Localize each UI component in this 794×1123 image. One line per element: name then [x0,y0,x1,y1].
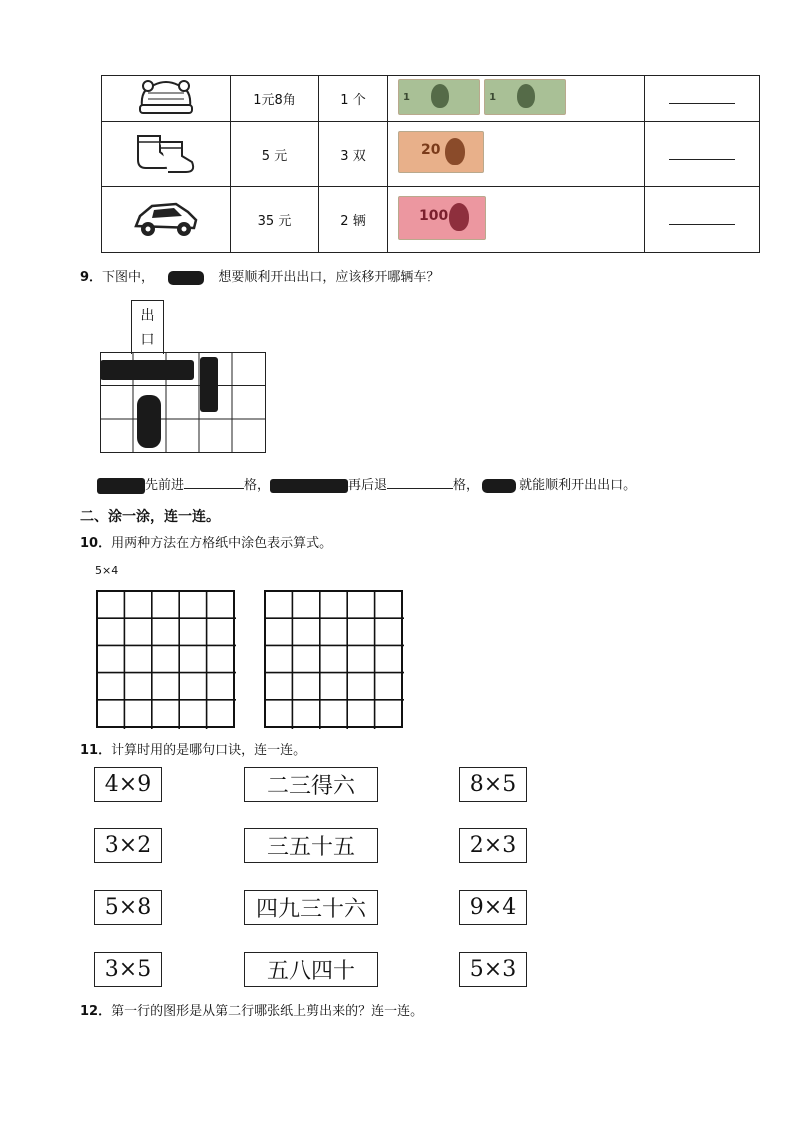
expression-box[interactable]: 8×5 [459,767,527,802]
rhyme-box[interactable]: 三五十五 [244,828,378,863]
answer-blank[interactable] [184,474,244,489]
exit-box [131,300,164,354]
expression-box[interactable]: 4×9 [94,767,162,802]
expression-box[interactable]: 2×3 [459,828,527,863]
question-11 [80,739,306,758]
expression-box[interactable]: 3×5 [94,952,162,987]
question-text: 想要顺利开出出口，应该移开哪辆车？ [218,270,440,285]
question-number: 12． [80,1004,112,1019]
vertical-truck-icon [200,357,218,412]
question-number: 9． [80,270,103,285]
expression: 5×4 [95,564,119,577]
answer-text: 格， [244,478,271,493]
answer-cell[interactable] [645,187,760,253]
qty-cell: 3 双 [319,122,388,187]
question-9 [80,266,439,285]
question-text: 用两种方法在方格纸中涂色表示算式。 [111,536,333,551]
coloring-grid-1[interactable] [96,590,236,729]
answer-blank[interactable] [387,474,453,489]
item-cell [102,122,231,187]
item-cell [102,187,231,253]
qty-cell: 2 辆 [319,187,388,253]
long-bus-icon [270,479,348,493]
small-car-icon [168,271,204,285]
long-bus-icon [100,360,194,380]
hat-icon [134,77,198,117]
rhyme-box[interactable]: 二三得六 [244,767,378,802]
hundred-yuan-note-icon: 100 [398,196,486,240]
price-cell: 1元8角 [231,76,319,122]
question-text: 计算时用的是哪句口诀，连一连。 [111,743,307,758]
question-number: 10． [80,536,112,551]
truck-icon [97,478,145,494]
answer-blank[interactable] [669,89,735,104]
section-title: 二、涂一涂，连一连。 [80,509,220,525]
answer-blank[interactable] [669,210,735,225]
question-9-answer [97,474,636,494]
qty-cell: 1 个 [319,76,388,122]
rhyme-box[interactable]: 四九三十六 [244,890,378,925]
answer-cell[interactable] [645,122,760,187]
expression-box[interactable]: 9×4 [459,890,527,925]
twenty-yuan-note-icon: 20 [398,131,484,173]
money-cell [388,122,645,187]
money-cell [388,187,645,253]
question-text: 下图中， [102,270,155,285]
one-yuan-note-icon: 1 [484,79,566,115]
price-cell: 35 元 [231,187,319,253]
question-10 [80,532,332,551]
question-text: 第一行的图形是从第二行哪张纸上剪出来的？连一连。 [111,1004,424,1019]
small-car-icon [137,395,161,448]
money-cell [388,76,645,122]
answer-text: 先前进 [145,478,185,493]
exit-char: 出 [140,308,155,324]
answer-text: 格， [453,478,480,493]
price-table [101,75,760,253]
one-yuan-note-icon: 1 [398,79,480,115]
coloring-grid-2[interactable] [264,590,404,729]
answer-blank[interactable] [669,145,735,160]
exit-char: 口 [140,332,155,348]
expression-box[interactable]: 3×2 [94,828,162,863]
question-12 [80,1000,423,1019]
price-cell: 5 元 [231,122,319,187]
expression-box[interactable]: 5×3 [459,952,527,987]
small-car-icon [482,479,516,493]
socks-icon [130,130,202,174]
answer-text: 就能顺利开出出口。 [519,478,637,493]
expression-box[interactable]: 5×8 [94,890,162,925]
table-row [102,122,760,187]
table-row [102,187,760,253]
item-cell [102,76,231,122]
table-row [102,76,760,122]
answer-cell[interactable] [645,76,760,122]
car-icon [130,196,202,240]
question-number: 11． [80,743,112,758]
answer-text: 再后退 [348,478,388,493]
rhyme-box[interactable]: 五八四十 [244,952,378,987]
